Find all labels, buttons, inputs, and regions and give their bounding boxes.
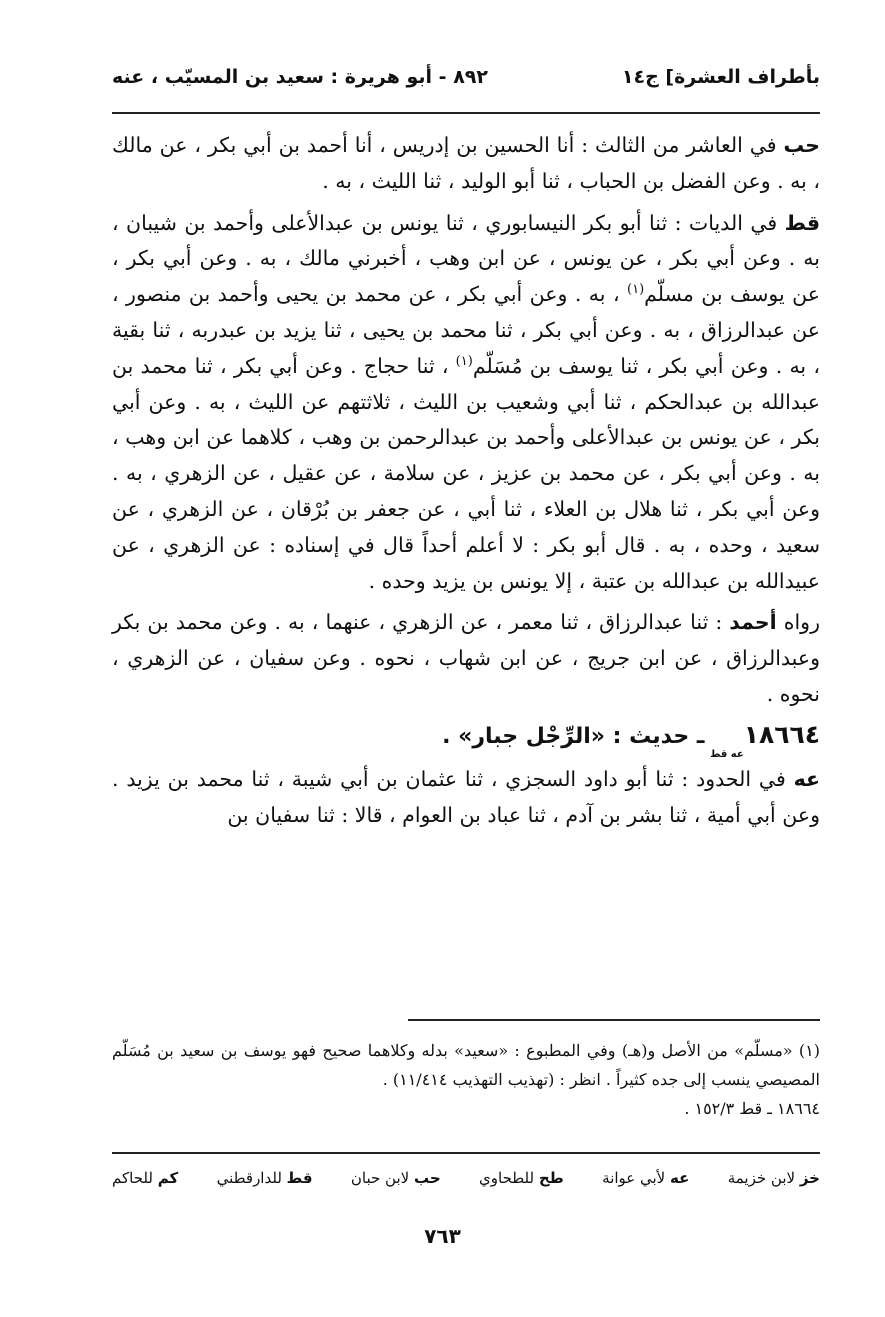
running-header-book-title: بأطراف العشرة] ج١٤ bbox=[621, 66, 820, 88]
abbreviation-code: قط bbox=[286, 1169, 313, 1187]
abbreviation-code: عه bbox=[670, 1169, 690, 1187]
abbreviation-item bbox=[602, 1166, 689, 1190]
abbreviation-item bbox=[351, 1166, 441, 1190]
header-divider bbox=[112, 112, 820, 114]
abbreviation-code: طح bbox=[538, 1169, 564, 1187]
abbreviation-name: لأبي عوانة bbox=[602, 1169, 666, 1187]
main-text bbox=[112, 128, 820, 833]
paragraph-lead: رواه bbox=[776, 610, 820, 635]
abbreviation-code: كم bbox=[157, 1169, 179, 1187]
footnote-reference: (١) bbox=[455, 353, 473, 369]
abbreviation-code: خز bbox=[799, 1169, 820, 1187]
abbreviation-name: للحاكم bbox=[112, 1169, 153, 1187]
paragraph-text: ، ثنا حجاج . وعن أبي بكر ، ثنا محمد بن عبدالله بن عبدالحكم ، ثنا أبي وشعيب بن الليث ، ثلاثتهم عن الليث ، به . وعن أبي بكر ، عن يونس بن عبدالأعلى وأحمد بن عبدالرحمن بن وهب ، كلاهما عن ابن وهب ، به . وعن أبي بكر ، عن محمد بن عزيز ، عن سلامة ، عن عقيل ، عن الزهري ، به . وعن أبي بكر ، ثنا هلال بن العلاء ، ثنا أبي ، عن جعفر بن بُرْقان ، عن الزهري ، عن سعيد ، وحده ، به . قال أبو بكر : لا أعلم أحداً قال في إسناده : عن الزهري ، عن عبيدالله بن عبدالله بن عتبة ، إلا يونس بن يزيد وحده . bbox=[112, 353, 820, 593]
footnote-reference: (١) bbox=[627, 282, 645, 298]
abbreviation-item bbox=[479, 1166, 564, 1190]
footnote-divider bbox=[408, 1019, 820, 1021]
abbreviations-divider bbox=[112, 1152, 820, 1154]
source-marks: عه قط bbox=[710, 748, 744, 760]
paragraph-text: في العاشر من الثالث : أنا الحسين بن إدريس ، أنا أحمد بن أبي بكر ، عن مالك ، به . وعن الفضل بن الحباب ، ثنا أبو الوليد ، ثنا الليث ، به . bbox=[112, 133, 820, 193]
paragraph-qut bbox=[112, 206, 820, 600]
abbreviation-item bbox=[728, 1166, 820, 1190]
source-code: حب bbox=[783, 133, 820, 157]
page-number: ٧٦٣ bbox=[424, 1224, 461, 1248]
abbreviation-name: للطحاوي bbox=[479, 1169, 535, 1187]
running-header-entry-title: ٨٩٢ - أبو هريرة : سعيد بن المسيّب ، عنه bbox=[112, 66, 488, 88]
source-code: قط bbox=[784, 210, 820, 235]
abbreviation-item bbox=[112, 1166, 178, 1190]
paragraph-text: في الحدود : ثنا أبو داود السجزي ، ثنا عثمان بن أبي شيبة ، ثنا محمد بن يزيد . وعن أبي أمية ، ثنا بشر بن آدم ، ثنا عباد بن العوام ، قالا : ثنا سفيان بن bbox=[112, 766, 820, 827]
abbreviation-name: لابن خزيمة bbox=[727, 1169, 796, 1187]
hadith-title: ـ حديث : «الرِّجْل جبار» . bbox=[442, 723, 713, 749]
hadith-number: ١٨٦٦٤ bbox=[743, 719, 820, 749]
footnotes bbox=[112, 1036, 820, 1123]
footnote-1: (١) «مسلّم» من الأصل و(هـ) وفي المطبوع : «سعيد» بدله وكلاهما صحيح فهو يوسف بن سعيد بن مُسَلّم المصيصي ينسب إلى جده كثيراً . انظر : (تهذيب التهذيب ١١/٤١٤) . bbox=[112, 1041, 820, 1089]
paragraph-text: في الديات : ثنا أبو بكر النيسابوري ، ثنا يونس بن عبدالأعلى وأحمد بن شيبان ، به . وعن أبي بكر ، عن يونس ، عن ابن وهب ، أخبرني مالك ، به . وعن أبي بكر ، عن يوسف بن مسلّم bbox=[112, 210, 820, 307]
abbreviation-name: لابن حبان bbox=[350, 1169, 410, 1187]
abbreviation-name: للدارقطني bbox=[216, 1169, 282, 1187]
hadith-heading bbox=[112, 717, 820, 760]
paragraph-text: ، به . وعن أبي بكر ، عن محمد بن يحيى وأحمد بن منصور ، عن عبدالرزاق ، به . وعن أبي بكر ، ثنا محمد بن يحيى ، ثنا يزيد بن عبدربه ، ثنا بقية ، به . وعن أبي بكر ، ثنا يوسف بن مُسَلّم bbox=[112, 282, 820, 378]
paragraph-awana bbox=[112, 762, 820, 834]
source-code: أحمد bbox=[729, 610, 777, 635]
paragraph-hib bbox=[112, 128, 820, 200]
abbreviations-key bbox=[112, 1166, 820, 1190]
paragraph-ahmad bbox=[112, 605, 820, 712]
running-header bbox=[112, 60, 820, 96]
abbreviation-item bbox=[217, 1166, 313, 1190]
footnote-2: ١٨٦٦٤ ـ قط ١٥٢/٣ . bbox=[684, 1099, 820, 1118]
abbreviation-code: حب bbox=[413, 1169, 441, 1187]
paragraph-text: : ثنا عبدالرزاق ، ثنا معمر ، عن الزهري ، عنهما ، به . وعن محمد بن بكر وعبدالرزاق ، عن ابن جريج ، عن ابن شهاب ، نحوه . وعن سفيان ، عن الزهري ، نحوه . bbox=[112, 610, 820, 706]
source-code: عه bbox=[793, 766, 820, 791]
